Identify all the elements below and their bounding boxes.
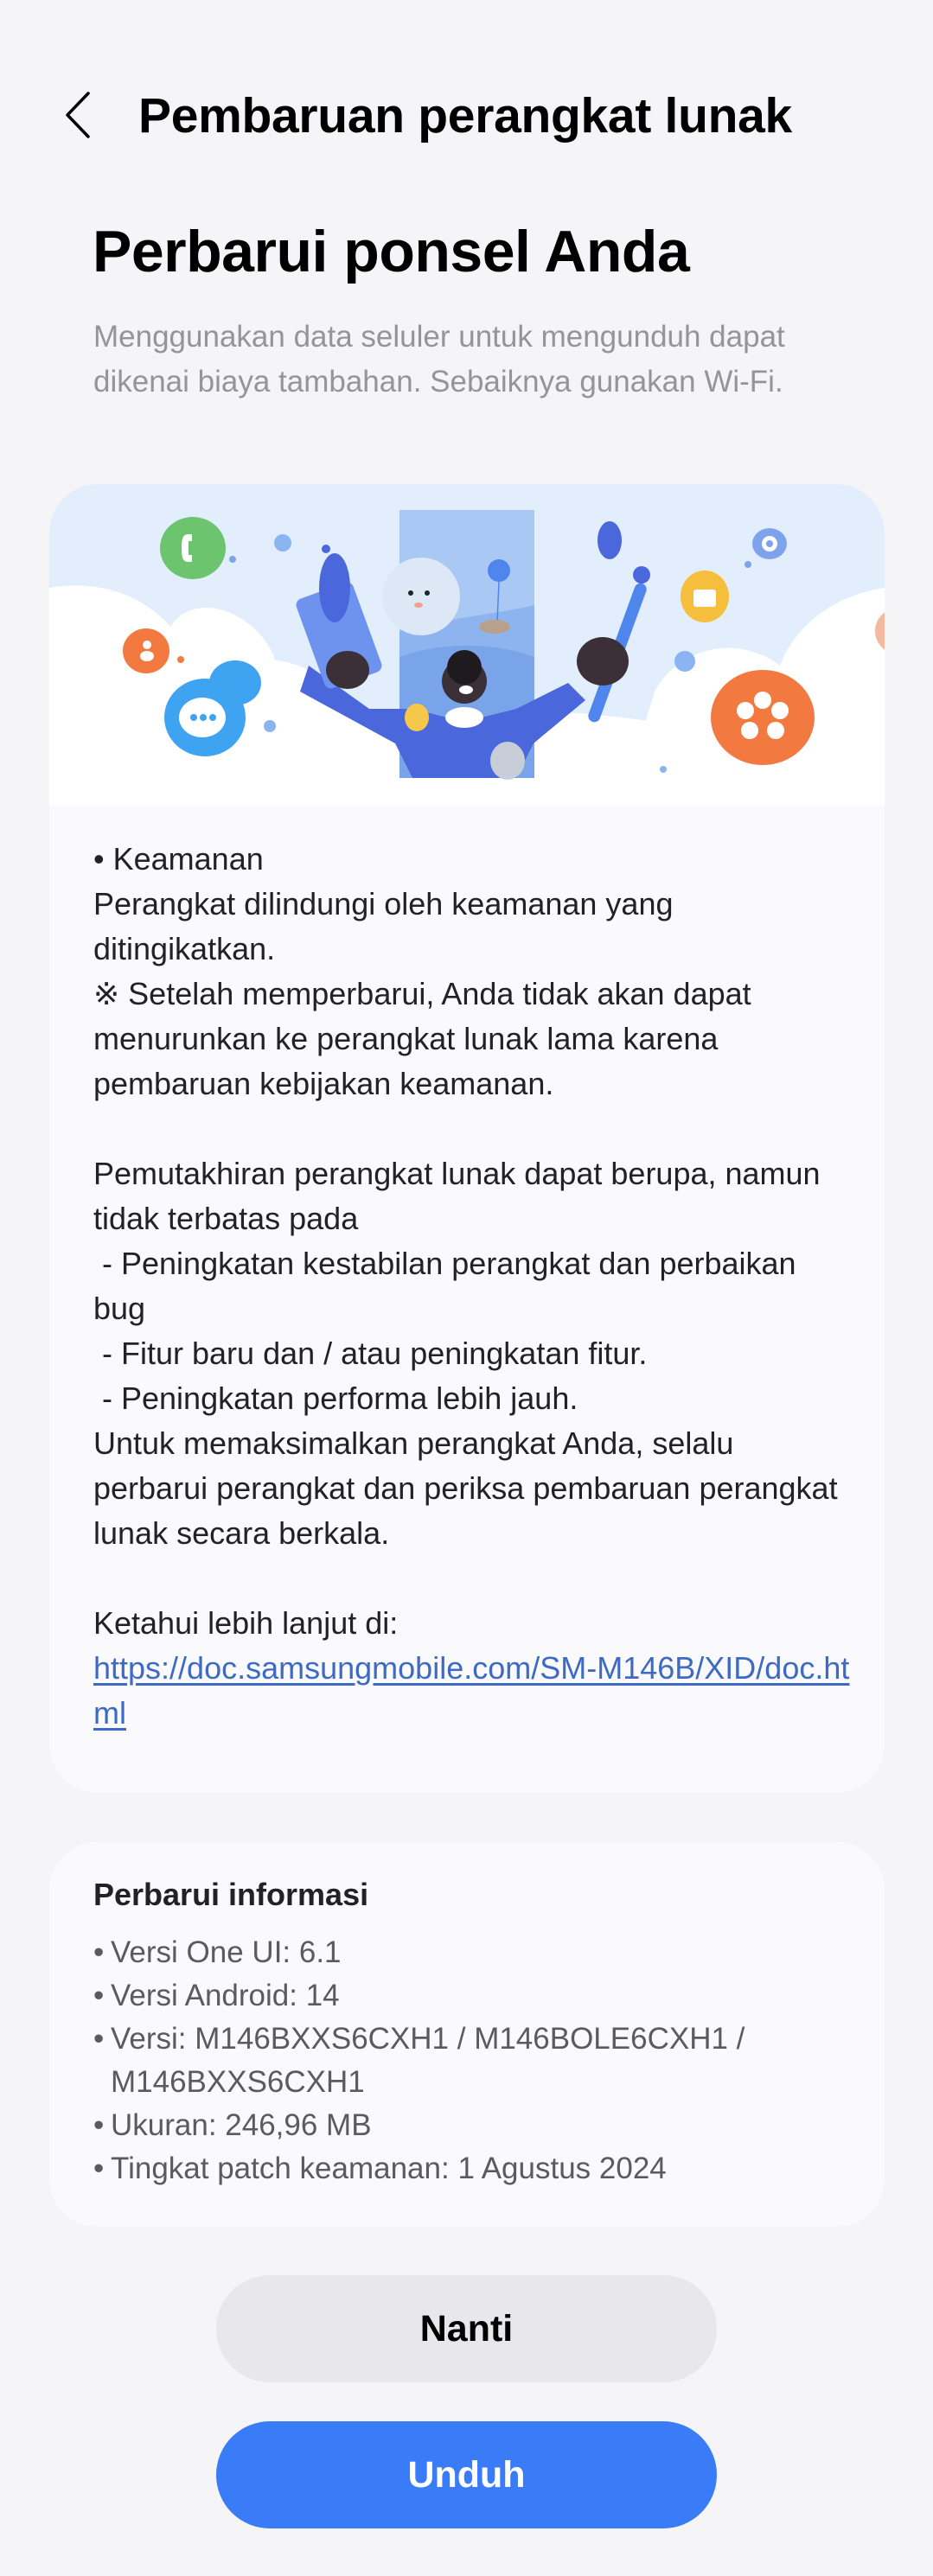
page-title: Pembaruan perangkat lunak xyxy=(138,88,792,143)
one-ui-version: • Versi One UI: 6.1 xyxy=(93,1931,854,1974)
main-heading: Perbarui ponsel Anda xyxy=(93,219,690,284)
update-item: - Peningkatan kestabilan perangkat dan perbaikan bug xyxy=(93,1246,805,1326)
update-illustration xyxy=(49,484,885,805)
security-description: Perangkat dilindungi oleh keamanan yang ditingikatkan. xyxy=(93,886,682,966)
android-version: • Versi Android: 14 xyxy=(93,1974,854,2018)
learn-more-link[interactable]: https://doc.samsungmobile.com/SM-M146B/XID/doc.html xyxy=(93,1650,850,1731)
release-notes-text xyxy=(93,837,854,1736)
illustration-art xyxy=(49,484,885,805)
build-version: • Versi: M146BXXS6CXH1 / M146BOLE6CXH1 / M146BXXS6CXH1 xyxy=(93,2018,854,2104)
download-button[interactable]: Unduh xyxy=(216,2421,717,2528)
phone-app-icon xyxy=(160,517,236,579)
update-info-title: Perbarui informasi xyxy=(93,1877,369,1912)
chevron-left-icon xyxy=(65,92,91,138)
settings-app-icon xyxy=(744,528,787,568)
mobile-data-warning: Menggunakan data seluler untuk mengunduh dapat dikenai biaya tambahan. Sebaiknya gunakan Wi-Fi. xyxy=(93,320,785,399)
folder-app-icon xyxy=(681,571,729,622)
app-bar xyxy=(0,76,933,154)
release-notes-card xyxy=(49,484,885,1793)
update-info-card xyxy=(49,1842,885,2227)
security-patch-level: • Tingkat patch keamanan: 1 Agustus 2024 xyxy=(93,2147,854,2190)
later-button[interactable]: Nanti xyxy=(216,2275,717,2382)
back-button[interactable] xyxy=(52,85,104,145)
spacer xyxy=(93,1106,854,1151)
update-intro: Pemutakhiran perangkat lunak dapat berupa, namun tidak terbatas pada xyxy=(93,1156,829,1236)
update-info-list xyxy=(93,1931,854,2190)
download-size: • Ukuran: 246,96 MB xyxy=(93,2104,854,2147)
update-closing: Untuk memaksimalkan perangkat Anda, selalu perbarui perangkat dan periksa pembaruan perangkat lunak secara berkala. xyxy=(93,1425,847,1551)
update-item: - Peningkatan performa lebih jauh. xyxy=(93,1380,578,1416)
update-item: - Fitur baru dan / atau peningkatan fitur. xyxy=(93,1336,648,1371)
learn-more-label: Ketahui lebih lanjut di: xyxy=(93,1605,399,1641)
spacer xyxy=(93,1556,854,1601)
security-heading: • Keamanan xyxy=(93,841,264,877)
downgrade-warning: ※ Setelah memperbarui, Anda tidak akan dapat menurunkan ke perangkat lunak lama karena pembaruan kebijakan keamanan. xyxy=(93,976,760,1101)
